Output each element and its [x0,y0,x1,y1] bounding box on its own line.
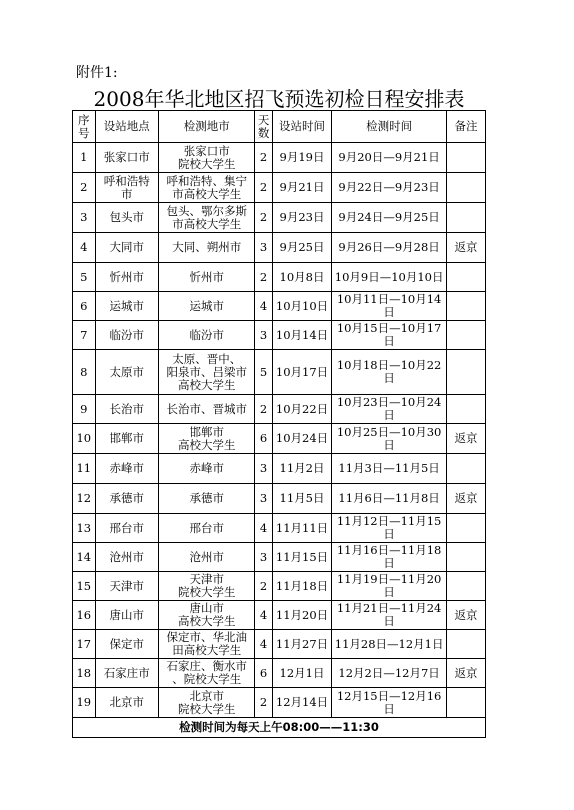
cell-station-time: 11月5日 [272,484,331,514]
cell-station-time: 11月15日 [272,543,331,572]
cell-station-time: 10月8日 [272,263,331,292]
cell-no: 14 [73,543,96,572]
cell-days: 3 [255,543,272,572]
cell-days: 2 [255,688,272,718]
cell-site: 忻州市 [95,263,159,292]
cell-days: 2 [255,143,272,173]
cell-no: 18 [73,659,96,688]
cell-site: 保定市 [95,630,159,659]
cell-note [447,143,486,173]
header-no: 序号 [73,111,96,143]
header-days: 天数 [255,111,272,143]
cell-days: 3 [255,454,272,484]
header-station-time: 设站时间 [272,111,331,143]
cell-site: 赤峰市 [95,454,159,484]
cell-site: 太原市 [95,350,159,395]
cell-station-time: 9月23日 [272,203,331,233]
cell-note: 返京 [447,659,486,688]
cell-days: 6 [255,424,272,454]
cell-station-time: 10月22日 [272,395,331,424]
cell-no: 4 [73,233,96,263]
table-row [73,424,486,454]
cell-area: 唐山市 高校大学生 [159,601,255,630]
cell-area: 沧州市 [159,543,255,572]
header-area: 检测地市 [159,111,255,143]
cell-no: 6 [73,292,96,321]
cell-no: 11 [73,454,96,484]
cell-check-time: 11月19日—11月20 日 [332,572,447,601]
table-row [73,173,486,203]
cell-no: 10 [73,424,96,454]
cell-check-time: 11月16日—11月18 日 [332,543,447,572]
cell-site: 临汾市 [95,321,159,350]
table-row [73,350,486,395]
cell-note [447,263,486,292]
cell-station-time: 9月21日 [272,173,331,203]
cell-station-time: 11月11日 [272,514,331,543]
cell-note [447,321,486,350]
cell-days: 2 [255,395,272,424]
cell-check-time: 11月21日—11月24 日 [332,601,447,630]
cell-no: 1 [73,143,96,173]
cell-no: 15 [73,572,96,601]
attachment-label: 附件1: [76,65,118,81]
cell-site: 邯郸市 [95,424,159,454]
cell-days: 6 [255,659,272,688]
cell-check-time: 10月23日—10月24 日 [332,395,447,424]
cell-site: 邢台市 [95,514,159,543]
cell-days: 5 [255,350,272,395]
cell-no: 17 [73,630,96,659]
cell-site: 天津市 [95,572,159,601]
cell-no: 12 [73,484,96,514]
cell-area: 天津市 院校大学生 [159,572,255,601]
cell-check-time: 10月15日—10月17 日 [332,321,447,350]
footer-row [73,718,486,738]
cell-area: 包头、鄂尔多斯 市高校大学生 [159,203,255,233]
cell-note [447,173,486,203]
cell-check-time: 11月28日—12月1日 [332,630,447,659]
table-row [73,263,486,292]
cell-days: 2 [255,173,272,203]
cell-check-time: 10月25日—10月30 日 [332,424,447,454]
cell-area: 临汾市 [159,321,255,350]
cell-area: 赤峰市 [159,454,255,484]
cell-check-time: 10月11日—10月14 日 [332,292,447,321]
cell-area: 忻州市 [159,263,255,292]
cell-note: 返京 [447,484,486,514]
table-row [73,630,486,659]
schedule-rows [73,143,486,718]
cell-note: 返京 [447,424,486,454]
cell-area: 石家庄、衡水市 、院校大学生 [159,659,255,688]
cell-days: 3 [255,321,272,350]
page-title: 2008年华北地区招飞预选初检日程安排表 [93,87,465,111]
table-row [73,543,486,572]
cell-area: 呼和浩特、集宁 市高校大学生 [159,173,255,203]
header-row [73,111,486,143]
cell-station-time: 9月19日 [272,143,331,173]
cell-days: 2 [255,572,272,601]
header-check-time: 检测时间 [332,111,447,143]
cell-days: 4 [255,601,272,630]
cell-station-time: 11月27日 [272,630,331,659]
table-row [73,292,486,321]
cell-station-time: 12月14日 [272,688,331,718]
cell-days: 4 [255,630,272,659]
cell-check-time: 10月18日—10月22 日 [332,350,447,395]
cell-days: 2 [255,203,272,233]
cell-no: 3 [73,203,96,233]
cell-note [447,514,486,543]
header-note: 备注 [447,111,486,143]
cell-site: 承德市 [95,484,159,514]
cell-note [447,203,486,233]
cell-station-time: 11月18日 [272,572,331,601]
cell-site: 石家庄市 [95,659,159,688]
table-row [73,321,486,350]
cell-area: 北京市 院校大学生 [159,688,255,718]
cell-area: 保定市、华北油 田高校大学生 [159,630,255,659]
cell-site: 大同市 [95,233,159,263]
table-row [73,688,486,718]
cell-note [447,454,486,484]
cell-site: 呼和浩特 市 [95,173,159,203]
header-site: 设站地点 [95,111,159,143]
cell-no: 7 [73,321,96,350]
table-row [73,659,486,688]
table-row [73,395,486,424]
cell-days: 4 [255,292,272,321]
schedule-table [72,110,486,738]
cell-note [447,572,486,601]
cell-note [447,350,486,395]
cell-station-time: 11月20日 [272,601,331,630]
table-row [73,601,486,630]
cell-no: 8 [73,350,96,395]
table-row [73,514,486,543]
cell-area: 邢台市 [159,514,255,543]
cell-days: 3 [255,484,272,514]
cell-note [447,630,486,659]
cell-check-time: 11月6日—11月8日 [332,484,447,514]
table-row [73,203,486,233]
table-row [73,233,486,263]
cell-no: 13 [73,514,96,543]
cell-no: 9 [73,395,96,424]
cell-site: 长治市 [95,395,159,424]
cell-no: 16 [73,601,96,630]
cell-area: 运城市 [159,292,255,321]
table-row [73,143,486,173]
cell-check-time: 11月12日—11月15 日 [332,514,447,543]
cell-days: 4 [255,514,272,543]
cell-check-time: 9月26日—9月28日 [332,233,447,263]
cell-no: 2 [73,173,96,203]
cell-site: 唐山市 [95,601,159,630]
cell-station-time: 10月17日 [272,350,331,395]
cell-note [447,395,486,424]
cell-station-time: 10月24日 [272,424,331,454]
cell-note: 返京 [447,233,486,263]
cell-area: 长治市、晋城市 [159,395,255,424]
cell-site: 运城市 [95,292,159,321]
cell-note: 返京 [447,601,486,630]
cell-site: 北京市 [95,688,159,718]
cell-check-time: 9月22日—9月23日 [332,173,447,203]
cell-check-time: 9月24日—9月25日 [332,203,447,233]
cell-check-time: 9月20日—9月21日 [332,143,447,173]
cell-area: 承德市 [159,484,255,514]
cell-station-time: 11月2日 [272,454,331,484]
table-row [73,572,486,601]
cell-note [447,292,486,321]
cell-area: 邯郸市 高校大学生 [159,424,255,454]
cell-site: 沧州市 [95,543,159,572]
cell-days: 3 [255,233,272,263]
cell-note [447,688,486,718]
cell-days: 2 [255,263,272,292]
cell-check-time: 10月9日—10月10日 [332,263,447,292]
cell-check-time: 12月2日—12月7日 [332,659,447,688]
cell-site: 包头市 [95,203,159,233]
cell-station-time: 9月25日 [272,233,331,263]
cell-check-time: 12月15日—12月16 日 [332,688,447,718]
cell-no: 19 [73,688,96,718]
cell-note [447,543,486,572]
cell-station-time: 10月14日 [272,321,331,350]
cell-no: 5 [73,263,96,292]
cell-area: 张家口市 院校大学生 [159,143,255,173]
cell-site: 张家口市 [95,143,159,173]
cell-station-time: 12月1日 [272,659,331,688]
cell-area: 太原、晋中、 阳泉市、吕梁市 高校大学生 [159,350,255,395]
table-row [73,454,486,484]
cell-station-time: 10月10日 [272,292,331,321]
cell-area: 大同、朔州市 [159,233,255,263]
table-row [73,484,486,514]
footer-note: 检测时间为每天上午08:00——11:30 [73,718,486,738]
cell-check-time: 11月3日—11月5日 [332,454,447,484]
